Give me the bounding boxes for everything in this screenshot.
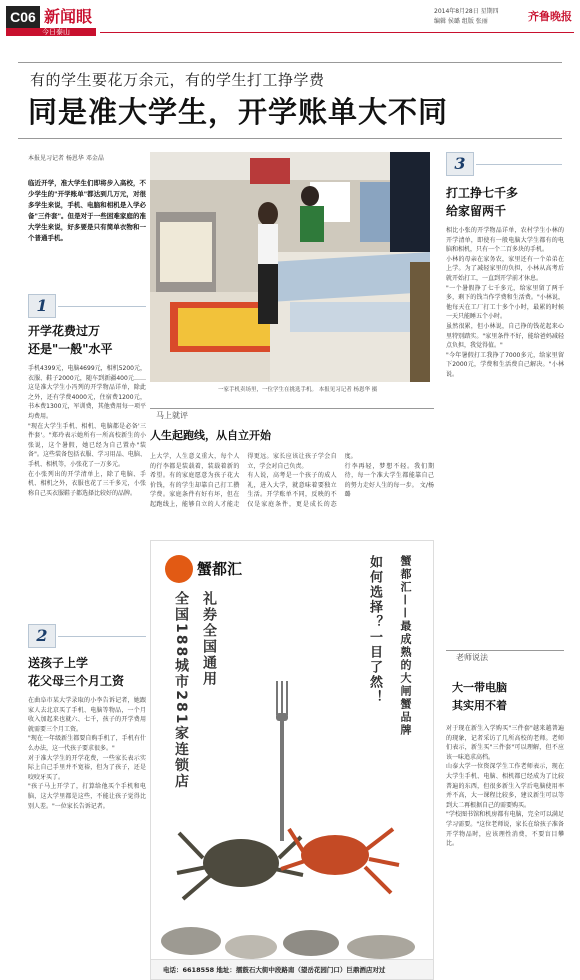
- section-number-1: 1: [28, 294, 56, 318]
- section-3-body: 相比小张的开学物品详单，农村学生小林的开学清单，即使有一般电脑大学生都有的电脑和相机，只有一个二百多块的手机。 小林的母亲在家务农，家里还有一个弟弟在上学。为了减轻家里的负担，小林从高考后就开始打工，一直到开学前才休息。 "一个暑假挣了七千多元，给家里留了两千多，剩下的钱当作学费和生活费。"小林说，他每天在工厂打工十多个小时，最累的时候一天只能睡五个小时。 虽然很累，但小林说，自己挣的钱花起来心里特别踏实。"家里条件不好，能给爸妈减轻点负担，我觉得值。" "今年暑假打工我挣了7000多元，给家里留下2000元，学费和生活费自己解决。"小林说。: [446, 227, 564, 378]
- phone-store-photo: [150, 152, 430, 382]
- header-rule: [100, 32, 574, 33]
- article-byline: 本报见习记者 杨恩华 邓金晶: [28, 155, 104, 162]
- article-photo: [150, 152, 430, 382]
- teacher-headline-line2: 其实用不着: [452, 699, 507, 712]
- ad-question: 如何选择？一目了然！: [367, 555, 382, 705]
- crab-advertisement: [150, 540, 434, 980]
- subsection-name: 今日泰山: [42, 28, 70, 36]
- section-number-2: 2: [28, 624, 56, 648]
- section-2-title-line2: 花父母三个月工资: [28, 674, 125, 688]
- commentary-body: 上大学，人生意义重大，每个人的行李都是装载着，装载着新的希望。有的家庭愿意为孩子花大价钱，有的学生却靠自己打工攒学费。家庭条件有好有坏，但在起跑线上，能够自立的人才能走得更远。家长应该让孩子学会自立，学会对自己负责。 有人说，高考是一个孩子的成人礼，进入大学，就意味着要独立生活。开学账单不同，反映的不仅是家庭条件，更是成长的态度。 行李再轻，梦想不轻。我们期待，每一个准大学生都能靠自己的努力走好人生的每一步。 文/杨璐: [150, 453, 434, 508]
- commentary-rule: [150, 408, 434, 409]
- section-rule-1: [58, 306, 146, 307]
- page-code: C06: [6, 6, 40, 28]
- ad-coupon: 礼券全国通用: [201, 591, 217, 687]
- teacher-column-rule: [446, 650, 564, 651]
- section-2-title-line1: 送孩子上学: [28, 656, 89, 670]
- section-2-body: 在曲阜市某大学录取的小李告诉记者，她跟家人去北京买了手机、电脑等物品，一个月收入加起来也就六、七千，孩子的开学费用就需要三个月工资。 "现在一年级新生都要自购手机了，手机有什么办法，这一代孩子要求很多。" 对于准大学生的开学花费，一些家长表示实际上自己手里并不宽裕，但为了孩子，还是咬咬牙买了。 "孩子马上开学了，打算给他买个手机和电脑，这大学里都是这些，不能让孩子觉得比别人差。"一位家长告诉记者。: [28, 697, 146, 810]
- photo-caption: 一家手机卖场里，一位学生在挑选手机。 本报见习记者 杨恩华 摄: [218, 387, 378, 393]
- brand-logo-icon: [165, 555, 193, 583]
- editor-credits: 编辑 侯璐 组版 张丽: [434, 18, 488, 25]
- section-3-title-line1: 打工挣七千多: [446, 186, 519, 200]
- newspaper-logo: 齐鲁晚报: [528, 10, 572, 23]
- teacher-column-body: 对于现在新生入学购买"三件套"越来越普遍的现象，记者采访了几所高校的老师。老师们表示，新生买"三件套"可以理解，但不应该一味追求高档。 山泰大学一位资深学生工作老师表示，现在大学生手机、电脑、相机都已经成为了比较普遍的东西，但很多新生入学后电脑使用率并不高，大一课程比较多，建议新生可以等到大二再根据自己的需要购买。 "学校图书馆和机房都有电脑，完全可以满足学习需要。"这位老师说，家长在给孩子准备开学物品时，应该理性消费，不要盲目攀比。: [446, 725, 564, 848]
- teacher-headline-line1: 大一带电脑: [452, 681, 507, 694]
- ad-brand: 蟹都汇: [197, 560, 243, 578]
- section-rule-2: [58, 636, 146, 637]
- section-3-title-line2: 给家留两千: [446, 204, 507, 218]
- teacher-column-tag: 老师说法: [456, 653, 488, 662]
- section-1-title-line1: 开学花费过万: [28, 324, 101, 338]
- page-header: [0, 0, 580, 40]
- headline-bottom-rule: [18, 138, 562, 139]
- article-subhead: 有的学生要花万余元，有的学生打工挣学费: [30, 71, 325, 89]
- section-number-3: 3: [446, 152, 474, 176]
- section-1-title-line2: 还是"一般"水平: [28, 342, 113, 356]
- ad-contact: 电话：6618558 地址：擂鼓石大街中段路南（望岳花园门口）巨鼎酒店对过: [151, 959, 434, 979]
- section-rule-3: [476, 164, 562, 165]
- commentary-tag: 马上就评: [156, 411, 188, 420]
- section-name: 新闻眼: [44, 7, 93, 26]
- ad-slogan: 蟹都汇——最成熟的大闸蟹品牌: [399, 555, 412, 737]
- ad-stores: 全国188城市281家连锁店: [173, 591, 189, 790]
- section-1-body: 手机4399元，电脑4699元，相机5200元，衣服、鞋子2000元，随车到新疆400元……这是准大学生小冯列的开学物品详单，除此之外，还有学费4000元，住宿费1200元，书本费1300元，军训费，其他费用每一项平均费用。 "现在大学生手机、相机、电脑都是必备'三件套'。"郑玲表示她所有一所高校新生的小张说，这个暑假，她已经为自己置办"装备"。这些装备包括衣服、学习用品、电脑、手机、相机等，小张花了一万多元。 在小张列出的开学清单上，除了电脑、手机、相机之外，衣服也花了三千多元，小张称自己买衣服鞋子都选择比较好的品牌。: [28, 365, 146, 497]
- issue-date: 2014年8月28日 星期四: [434, 8, 499, 15]
- pebbles-icon: [151, 911, 434, 961]
- crab-icon: [171, 803, 411, 913]
- headline-top-rule: [18, 62, 562, 63]
- article-headline: 同是准大学生，开学账单大不同: [28, 95, 449, 129]
- article-lead: 临近开学，准大学生们即将步入高校，不少学生的"开学账单"都达到几万元，对很多学生来说，手机、电脑和相机是入学必备"三件套"。但是对于一些困难家庭的准大学生来说，好多要是只有简单衣物和一个普通手机。: [28, 179, 146, 242]
- commentary-headline: 人生起跑线，从自立开始: [150, 429, 271, 442]
